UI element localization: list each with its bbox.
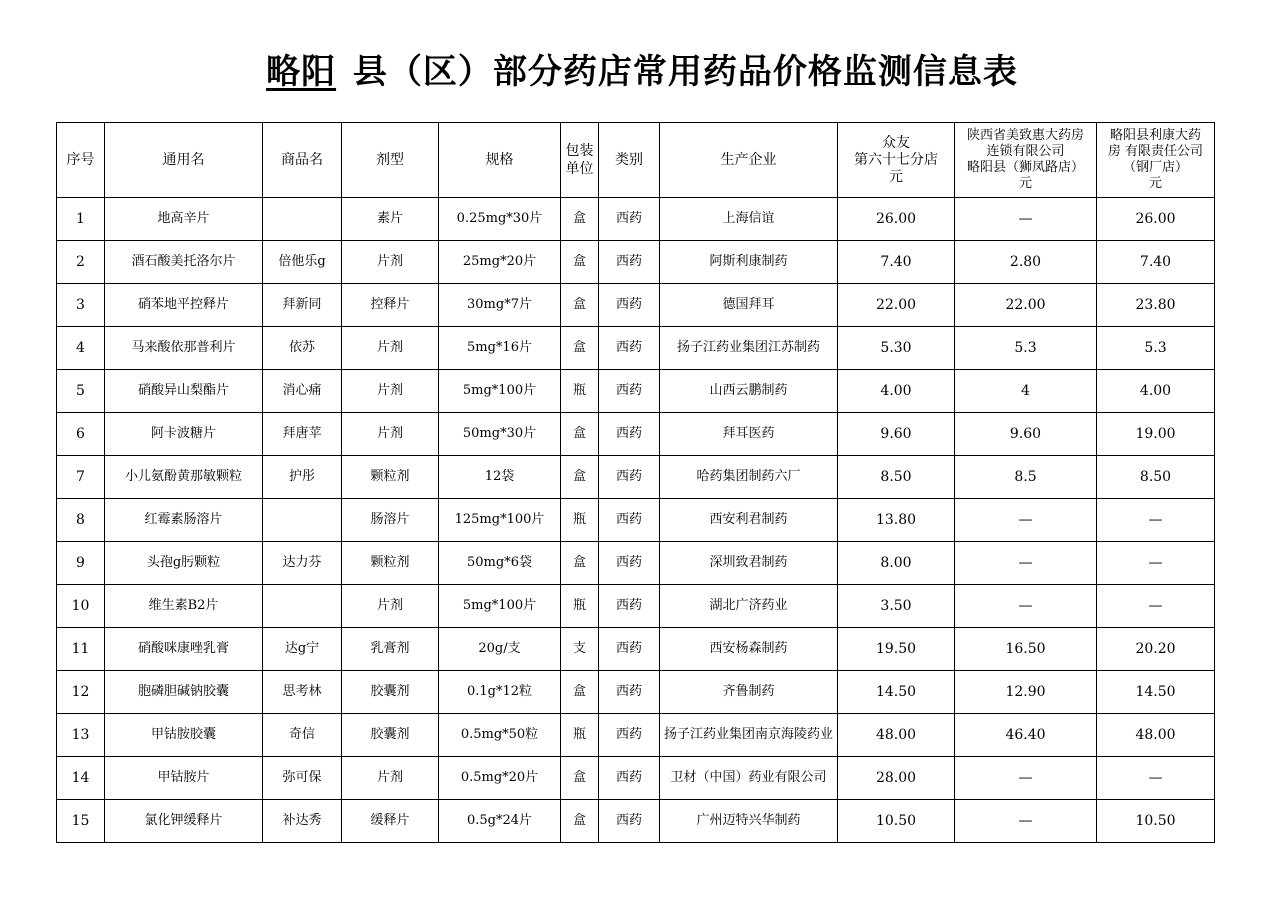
- header-brand-name: 商品名: [263, 123, 342, 198]
- cell-spec: 5mg*100片: [439, 585, 561, 628]
- table-row: [57, 757, 1215, 800]
- table-row: [57, 370, 1215, 413]
- cell-no: 13: [57, 714, 105, 757]
- table-row: [57, 628, 1215, 671]
- cell-price-store1: 9.60: [838, 413, 955, 456]
- cell-generic-name: 氯化钾缓释片: [105, 800, 263, 843]
- header-store3-line3: （钢厂店）: [1122, 160, 1188, 175]
- cell-price-store3: 26.00: [1097, 198, 1215, 241]
- cell-no: 3: [57, 284, 105, 327]
- cell-category: 西药: [599, 241, 660, 284]
- table-row: [57, 714, 1215, 757]
- header-store3-line2: 房 有限责任公司: [1107, 144, 1204, 159]
- header-store1-line2: 第六十七分店: [854, 151, 938, 168]
- cell-no: 7: [57, 456, 105, 499]
- cell-manufacturer: 阿斯利康制药: [660, 241, 838, 284]
- cell-brand-name: [263, 198, 342, 241]
- cell-price-store1: 14.50: [838, 671, 955, 714]
- cell-price-store2: —: [955, 542, 1097, 585]
- cell-category: 西药: [599, 327, 660, 370]
- cell-manufacturer: 哈药集团制药六厂: [660, 456, 838, 499]
- cell-price-store2: 2.80: [955, 241, 1097, 284]
- cell-brand-name: 拜新同: [263, 284, 342, 327]
- cell-pack-unit: 盒: [561, 757, 599, 800]
- cell-price-store2: 22.00: [955, 284, 1097, 327]
- cell-dosage-form: 片剂: [342, 585, 439, 628]
- cell-price-store3: —: [1097, 542, 1215, 585]
- cell-pack-unit: 盒: [561, 413, 599, 456]
- cell-price-store1: 26.00: [838, 198, 955, 241]
- cell-generic-name: 维生素B2片: [105, 585, 263, 628]
- cell-generic-name: 阿卡波糖片: [105, 413, 263, 456]
- header-store2-line3: 略阳县（狮凤路店）: [966, 160, 1084, 175]
- cell-dosage-form: 片剂: [342, 327, 439, 370]
- cell-category: 西药: [599, 284, 660, 327]
- cell-pack-unit: 瓶: [561, 499, 599, 542]
- cell-brand-name: 奇信: [263, 714, 342, 757]
- cell-category: 西药: [599, 542, 660, 585]
- cell-dosage-form: 素片: [342, 198, 439, 241]
- cell-no: 15: [57, 800, 105, 843]
- cell-generic-name: 地高辛片: [105, 198, 263, 241]
- cell-dosage-form: 缓释片: [342, 800, 439, 843]
- cell-spec: 5mg*100片: [439, 370, 561, 413]
- table-row: [57, 198, 1215, 241]
- cell-brand-name: 达力芬: [263, 542, 342, 585]
- cell-dosage-form: 颗粒剂: [342, 542, 439, 585]
- cell-generic-name: 甲钴胺片: [105, 757, 263, 800]
- cell-pack-unit: 瓶: [561, 585, 599, 628]
- table-row: [57, 327, 1215, 370]
- cell-category: 西药: [599, 714, 660, 757]
- cell-price-store1: 19.50: [838, 628, 955, 671]
- table-row: [57, 284, 1215, 327]
- cell-no: 6: [57, 413, 105, 456]
- header-store3-line4: 元: [1148, 176, 1162, 191]
- cell-brand-name: 消心痛: [263, 370, 342, 413]
- cell-price-store3: 7.40: [1097, 241, 1215, 284]
- cell-price-store3: 48.00: [1097, 714, 1215, 757]
- cell-price-store3: 19.00: [1097, 413, 1215, 456]
- cell-price-store3: 23.80: [1097, 284, 1215, 327]
- table-row: [57, 499, 1215, 542]
- header-dosage-form: 剂型: [342, 123, 439, 198]
- cell-generic-name: 小儿氨酚黄那敏颗粒: [105, 456, 263, 499]
- cell-category: 西药: [599, 757, 660, 800]
- cell-pack-unit: 瓶: [561, 370, 599, 413]
- cell-price-store3: 5.3: [1097, 327, 1215, 370]
- cell-price-store1: 13.80: [838, 499, 955, 542]
- cell-pack-unit: 盒: [561, 456, 599, 499]
- cell-price-store2: —: [955, 800, 1097, 843]
- cell-price-store1: 28.00: [838, 757, 955, 800]
- cell-manufacturer: 深圳致君制药: [660, 542, 838, 585]
- cell-price-store2: —: [955, 499, 1097, 542]
- header-no: 序号: [57, 123, 105, 198]
- cell-no: 14: [57, 757, 105, 800]
- cell-dosage-form: 片剂: [342, 370, 439, 413]
- cell-price-store1: 4.00: [838, 370, 955, 413]
- cell-pack-unit: 盒: [561, 542, 599, 585]
- cell-price-store3: 10.50: [1097, 800, 1215, 843]
- table-row: [57, 671, 1215, 714]
- cell-spec: 50mg*6袋: [439, 542, 561, 585]
- cell-manufacturer: 上海信谊: [660, 198, 838, 241]
- cell-no: 5: [57, 370, 105, 413]
- cell-brand-name: 思考林: [263, 671, 342, 714]
- cell-price-store1: 3.50: [838, 585, 955, 628]
- table-row: [57, 413, 1215, 456]
- cell-no: 4: [57, 327, 105, 370]
- cell-pack-unit: 盒: [561, 800, 599, 843]
- cell-no: 2: [57, 241, 105, 284]
- cell-manufacturer: 山西云鹏制药: [660, 370, 838, 413]
- cell-manufacturer: 德国拜耳: [660, 284, 838, 327]
- cell-category: 西药: [599, 628, 660, 671]
- header-pack-line2: 单位: [565, 161, 594, 177]
- header-store3-line1: 略阳县利康大药: [1109, 128, 1201, 143]
- cell-price-store3: 14.50: [1097, 671, 1215, 714]
- table-body: [57, 198, 1215, 843]
- cell-price-store2: 4: [955, 370, 1097, 413]
- cell-category: 西药: [599, 456, 660, 499]
- header-manufacturer: 生产企业: [660, 123, 838, 198]
- table-row: [57, 456, 1215, 499]
- cell-spec: 0.25mg*30片: [439, 198, 561, 241]
- cell-manufacturer: 西安杨森制药: [660, 628, 838, 671]
- cell-price-store1: 5.30: [838, 327, 955, 370]
- cell-manufacturer: 齐鲁制药: [660, 671, 838, 714]
- cell-price-store2: —: [955, 198, 1097, 241]
- cell-price-store1: 48.00: [838, 714, 955, 757]
- cell-generic-name: 红霉素肠溶片: [105, 499, 263, 542]
- header-category: 类别: [599, 123, 660, 198]
- cell-price-store3: —: [1097, 585, 1215, 628]
- cell-no: 1: [57, 198, 105, 241]
- header-store2-line2: 连锁有限公司: [986, 144, 1065, 159]
- cell-dosage-form: 胶囊剂: [342, 714, 439, 757]
- cell-spec: 125mg*100片: [439, 499, 561, 542]
- cell-spec: 20g/支: [439, 628, 561, 671]
- header-store2-line4: 元: [1018, 176, 1032, 191]
- cell-price-store2: 9.60: [955, 413, 1097, 456]
- cell-price-store3: 20.20: [1097, 628, 1215, 671]
- cell-spec: 50mg*30片: [439, 413, 561, 456]
- table-row: [57, 542, 1215, 585]
- header-store1-line3: 元: [889, 168, 903, 185]
- cell-price-store1: 8.00: [838, 542, 955, 585]
- cell-brand-name: 补达秀: [263, 800, 342, 843]
- cell-spec: 0.5mg*20片: [439, 757, 561, 800]
- cell-price-store1: 8.50: [838, 456, 955, 499]
- header-store2-line1: 陕西省美致惠大药房: [966, 128, 1084, 143]
- cell-dosage-form: 乳膏剂: [342, 628, 439, 671]
- cell-dosage-form: 肠溶片: [342, 499, 439, 542]
- cell-no: 8: [57, 499, 105, 542]
- cell-pack-unit: 支: [561, 628, 599, 671]
- cell-pack-unit: 盒: [561, 671, 599, 714]
- cell-spec: 30mg*7片: [439, 284, 561, 327]
- header-row: [57, 123, 1215, 198]
- cell-no: 9: [57, 542, 105, 585]
- cell-brand-name: [263, 499, 342, 542]
- cell-generic-name: 硝酸异山梨酯片: [105, 370, 263, 413]
- cell-generic-name: 甲钴胺胶囊: [105, 714, 263, 757]
- cell-brand-name: 弥可保: [263, 757, 342, 800]
- cell-no: 10: [57, 585, 105, 628]
- cell-pack-unit: 盒: [561, 241, 599, 284]
- cell-dosage-form: 颗粒剂: [342, 456, 439, 499]
- header-store2: [955, 123, 1097, 198]
- cell-generic-name: 硝苯地平控释片: [105, 284, 263, 327]
- cell-price-store2: 8.5: [955, 456, 1097, 499]
- cell-price-store3: —: [1097, 757, 1215, 800]
- cell-generic-name: 马来酸依那普利片: [105, 327, 263, 370]
- cell-brand-name: 护彤: [263, 456, 342, 499]
- cell-manufacturer: 扬子江药业集团南京海陵药业: [660, 714, 838, 757]
- table-row: [57, 585, 1215, 628]
- cell-manufacturer: 西安利君制药: [660, 499, 838, 542]
- cell-brand-name: [263, 585, 342, 628]
- header-pack-line1: 包装: [565, 143, 594, 159]
- cell-category: 西药: [599, 585, 660, 628]
- table-row: [57, 241, 1215, 284]
- cell-price-store3: 4.00: [1097, 370, 1215, 413]
- cell-no: 12: [57, 671, 105, 714]
- cell-price-store3: —: [1097, 499, 1215, 542]
- cell-generic-name: 酒石酸美托洛尔片: [105, 241, 263, 284]
- cell-price-store3: 8.50: [1097, 456, 1215, 499]
- cell-manufacturer: 卫材（中国）药业有限公司: [660, 757, 838, 800]
- header-pack-unit: [561, 123, 599, 198]
- cell-dosage-form: 胶囊剂: [342, 671, 439, 714]
- cell-price-store2: 12.90: [955, 671, 1097, 714]
- cell-brand-name: 达g宁: [263, 628, 342, 671]
- table-row: [57, 800, 1215, 843]
- cell-price-store2: 46.40: [955, 714, 1097, 757]
- cell-category: 西药: [599, 370, 660, 413]
- cell-generic-name: 胞磷胆碱钠胶囊: [105, 671, 263, 714]
- cell-pack-unit: 盒: [561, 284, 599, 327]
- cell-category: 西药: [599, 198, 660, 241]
- cell-spec: 5mg*16片: [439, 327, 561, 370]
- cell-price-store2: 16.50: [955, 628, 1097, 671]
- cell-manufacturer: 拜耳医药: [660, 413, 838, 456]
- cell-category: 西药: [599, 671, 660, 714]
- header-store1-line1: 众友: [882, 134, 910, 151]
- cell-category: 西药: [599, 800, 660, 843]
- cell-pack-unit: 盒: [561, 327, 599, 370]
- cell-spec: 12袋: [439, 456, 561, 499]
- cell-spec: 25mg*20片: [439, 241, 561, 284]
- cell-brand-name: 依苏: [263, 327, 342, 370]
- cell-dosage-form: 控释片: [342, 284, 439, 327]
- cell-price-store1: 10.50: [838, 800, 955, 843]
- page-title: [0, 44, 1280, 93]
- cell-category: 西药: [599, 413, 660, 456]
- cell-price-store1: 7.40: [838, 241, 955, 284]
- cell-price-store1: 22.00: [838, 284, 955, 327]
- cell-brand-name: 倍他乐g: [263, 241, 342, 284]
- cell-category: 西药: [599, 499, 660, 542]
- cell-manufacturer: 湖北广济药业: [660, 585, 838, 628]
- header-spec: 规格: [439, 123, 561, 198]
- cell-price-store2: —: [955, 585, 1097, 628]
- cell-pack-unit: 瓶: [561, 714, 599, 757]
- cell-spec: 0.5mg*50粒: [439, 714, 561, 757]
- cell-spec: 0.1g*12粒: [439, 671, 561, 714]
- cell-manufacturer: 广州迈特兴华制药: [660, 800, 838, 843]
- cell-generic-name: 头孢g肟颗粒: [105, 542, 263, 585]
- cell-generic-name: 硝酸咪康唑乳膏: [105, 628, 263, 671]
- header-store3: [1097, 123, 1215, 198]
- header-generic-name: 通用名: [105, 123, 263, 198]
- cell-brand-name: 拜唐苹: [263, 413, 342, 456]
- cell-no: 11: [57, 628, 105, 671]
- cell-manufacturer: 扬子江药业集团江苏制药: [660, 327, 838, 370]
- title-rest: 县（区）部分药店常用药品价格监测信息表: [352, 52, 1018, 92]
- cell-dosage-form: 片剂: [342, 241, 439, 284]
- title-county: 略阳: [266, 52, 337, 92]
- header-store1: [838, 123, 955, 198]
- cell-price-store2: —: [955, 757, 1097, 800]
- cell-price-store2: 5.3: [955, 327, 1097, 370]
- cell-pack-unit: 盒: [561, 198, 599, 241]
- cell-spec: 0.5g*24片: [439, 800, 561, 843]
- cell-dosage-form: 片剂: [342, 757, 439, 800]
- price-table: [56, 122, 1215, 843]
- cell-dosage-form: 片剂: [342, 413, 439, 456]
